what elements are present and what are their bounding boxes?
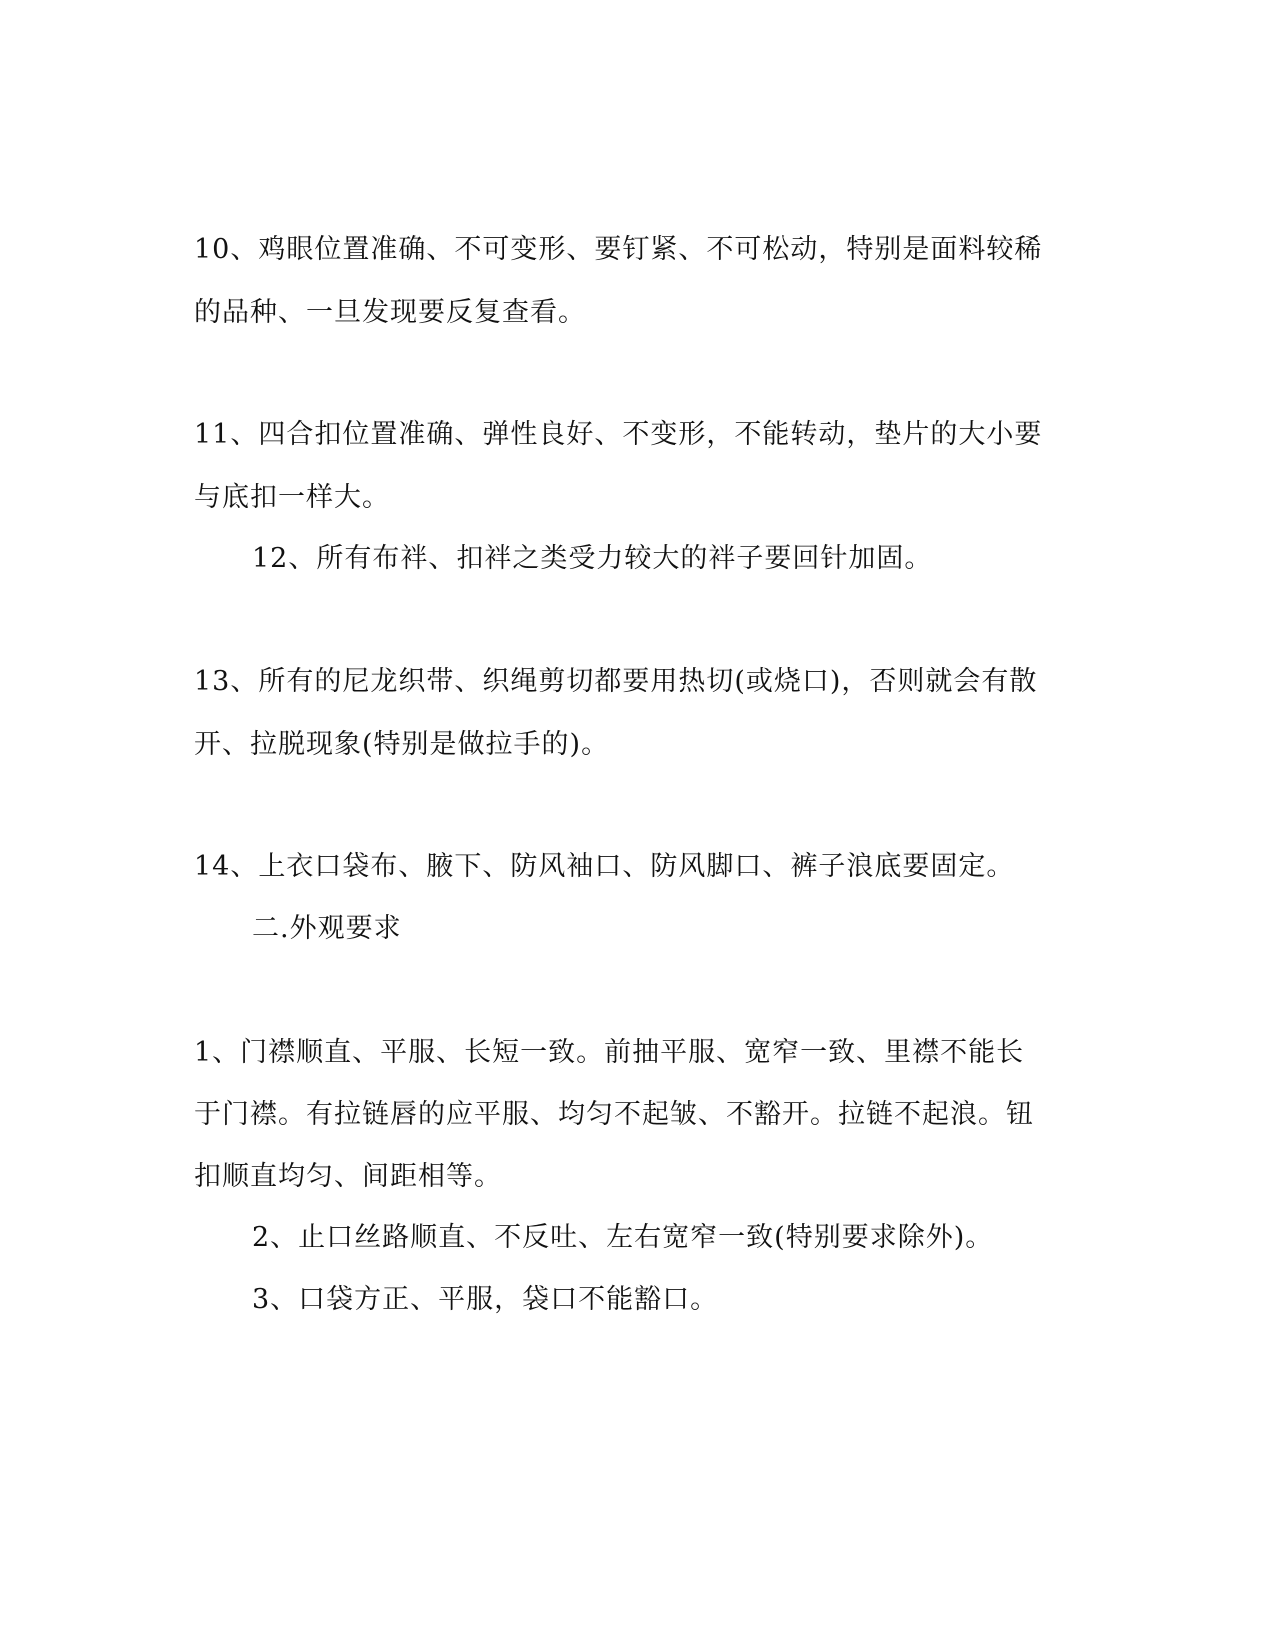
item-13-line-2: 开、拉脱现象(特别是做拉手的)。 [194, 729, 610, 760]
appearance-item-3: 3、口袋方正、平服，袋口不能豁口。 [252, 1284, 719, 1315]
item-14: 14、上衣口袋布、腋下、防风袖口、防风脚口、裤子浪底要固定。 [194, 851, 1015, 882]
appearance-item-1-line-3: 扣顺直均匀、间距相等。 [194, 1161, 502, 1192]
item-13-line-1: 13、所有的尼龙织带、织绳剪切都要用热切(或烧口)，否则就会有散 [194, 666, 1038, 697]
item-11-line-2: 与底扣一样大。 [194, 482, 390, 513]
appearance-item-1-line-2: 于门襟。有拉链唇的应平服、均匀不起皱、不豁开。拉链不起浪。钮 [194, 1099, 1034, 1130]
item-12: 12、所有布袢、扣袢之类受力较大的袢子要回针加固。 [252, 543, 933, 574]
section-heading-appearance: 二.外观要求 [252, 913, 402, 944]
item-11-line-1: 11、四合扣位置准确、弹性良好、不变形，不能转动，垫片的大小要 [194, 419, 1043, 450]
item-10-line-1: 10、鸡眼位置准确、不可变形、要钉紧、不可松动，特别是面料较稀 [194, 234, 1043, 265]
item-10-line-2: 的品种、一旦发现要反复查看。 [194, 297, 586, 328]
appearance-item-2: 2、止口丝路顺直、不反吐、左右宽窄一致(特别要求除外)。 [252, 1222, 994, 1253]
appearance-item-1-line-1: 1、门襟顺直、平服、长短一致。前抽平服、宽窄一致、里襟不能长 [194, 1037, 1025, 1068]
